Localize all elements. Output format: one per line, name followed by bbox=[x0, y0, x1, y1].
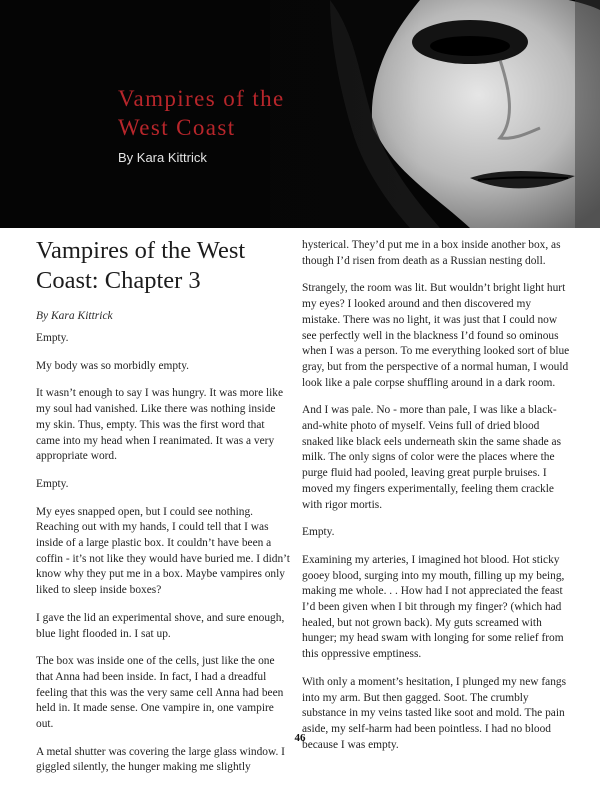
article-left-column bbox=[36, 236, 291, 788]
paragraph: A metal shutter was covering the large glass window. I giggled silently, the hunger making me slightly bbox=[36, 745, 285, 774]
paragraph: Empty. bbox=[36, 332, 69, 344]
paragraph: Examining my arteries, I imagined hot blood. Hot sticky gooey blood, surging into my mouth, filling up my being, making me whole. . . How had I not appreciated the feast I’d been given when I bit through my finger? (which had healed, but not grown back). My guts screamed with hunger; my head swam with longing for some relief from this oppressive emptiness. bbox=[302, 553, 565, 661]
paragraph: My body was so morbidly empty. bbox=[36, 359, 190, 372]
paragraph: It wasn’t enough to say I was hungry. It was more like my soul had vanished. Like there was nothing inside my skin. Thus, empty. This was the first word that came into my head when I reanimated. It was a very appropriate word. bbox=[36, 387, 284, 463]
header-banner bbox=[0, 0, 600, 228]
article-right-column bbox=[302, 238, 572, 765]
paragraph: And I was pale. No - more than pale, I was like a black-and-white photo of myself. Veins full of dried blood snaked like black eels underneath skin the same shade as milk. The only signs of color were the places where the purge fluid had pooled, leaving great purple bruises. I moved my fingers experimentally, feeling them crackle with rigor mortis. bbox=[302, 404, 562, 511]
paragraph: With only a moment’s hesitation, I plunged my new fangs into my arm. But then gagged. Soot. The crumbly substance in my veins tasted like soot and mold. The pain aside, my self-harm had been pointless. I had no blood because I was empty. bbox=[302, 675, 567, 751]
paragraph: Empty. bbox=[302, 526, 335, 539]
paragraph: Empty. bbox=[36, 477, 69, 490]
paragraph: The box was inside one of the cells, just like the one that Anna had been inside. In fact, I had a dreadful feeling that this was the very same cell Anna had been held in. It made sense. One vampire in, one vampire out. bbox=[36, 655, 284, 731]
paragraph: Strangely, the room was lit. But wouldn’t bright light hurt my eyes? I looked around and then discovered my mistake. There was no light, it was just that I could now see perfectly well in the blackness I’d found so ominous when I was a person. To me everything looked sort of blue gray, but from the perspective of a normal human, I would look like a pale corpse shuffling around in a dark room. bbox=[302, 282, 570, 389]
banner-author: By Kara Kittrick bbox=[118, 150, 207, 165]
paragraph: I gave the lid an experimental shove, and sure enough, blue light flooded in. I sat up. bbox=[36, 611, 285, 640]
page-number: 46 bbox=[294, 732, 306, 744]
paragraph: My eyes snapped open, but I could see nothing. Reaching out with my hands, I could tell that I was inside of a large plastic box. It couldn’t have been a coffin - it’s not like they would have buried me. I didn’t know why they put me in a box. Maybe vampires only liked to sleep inside boxes? bbox=[36, 505, 290, 597]
paragraph: hysterical. They’d put me in a box inside another box, as though I’d risen from death as a Russian nesting doll. bbox=[302, 239, 561, 267]
banner-title: Vampires of the West Coast bbox=[118, 86, 285, 140]
article-title: Vampires of the West Coast: Chapter 3 bbox=[36, 237, 246, 294]
article-byline: By Kara Kittrick bbox=[36, 310, 113, 322]
